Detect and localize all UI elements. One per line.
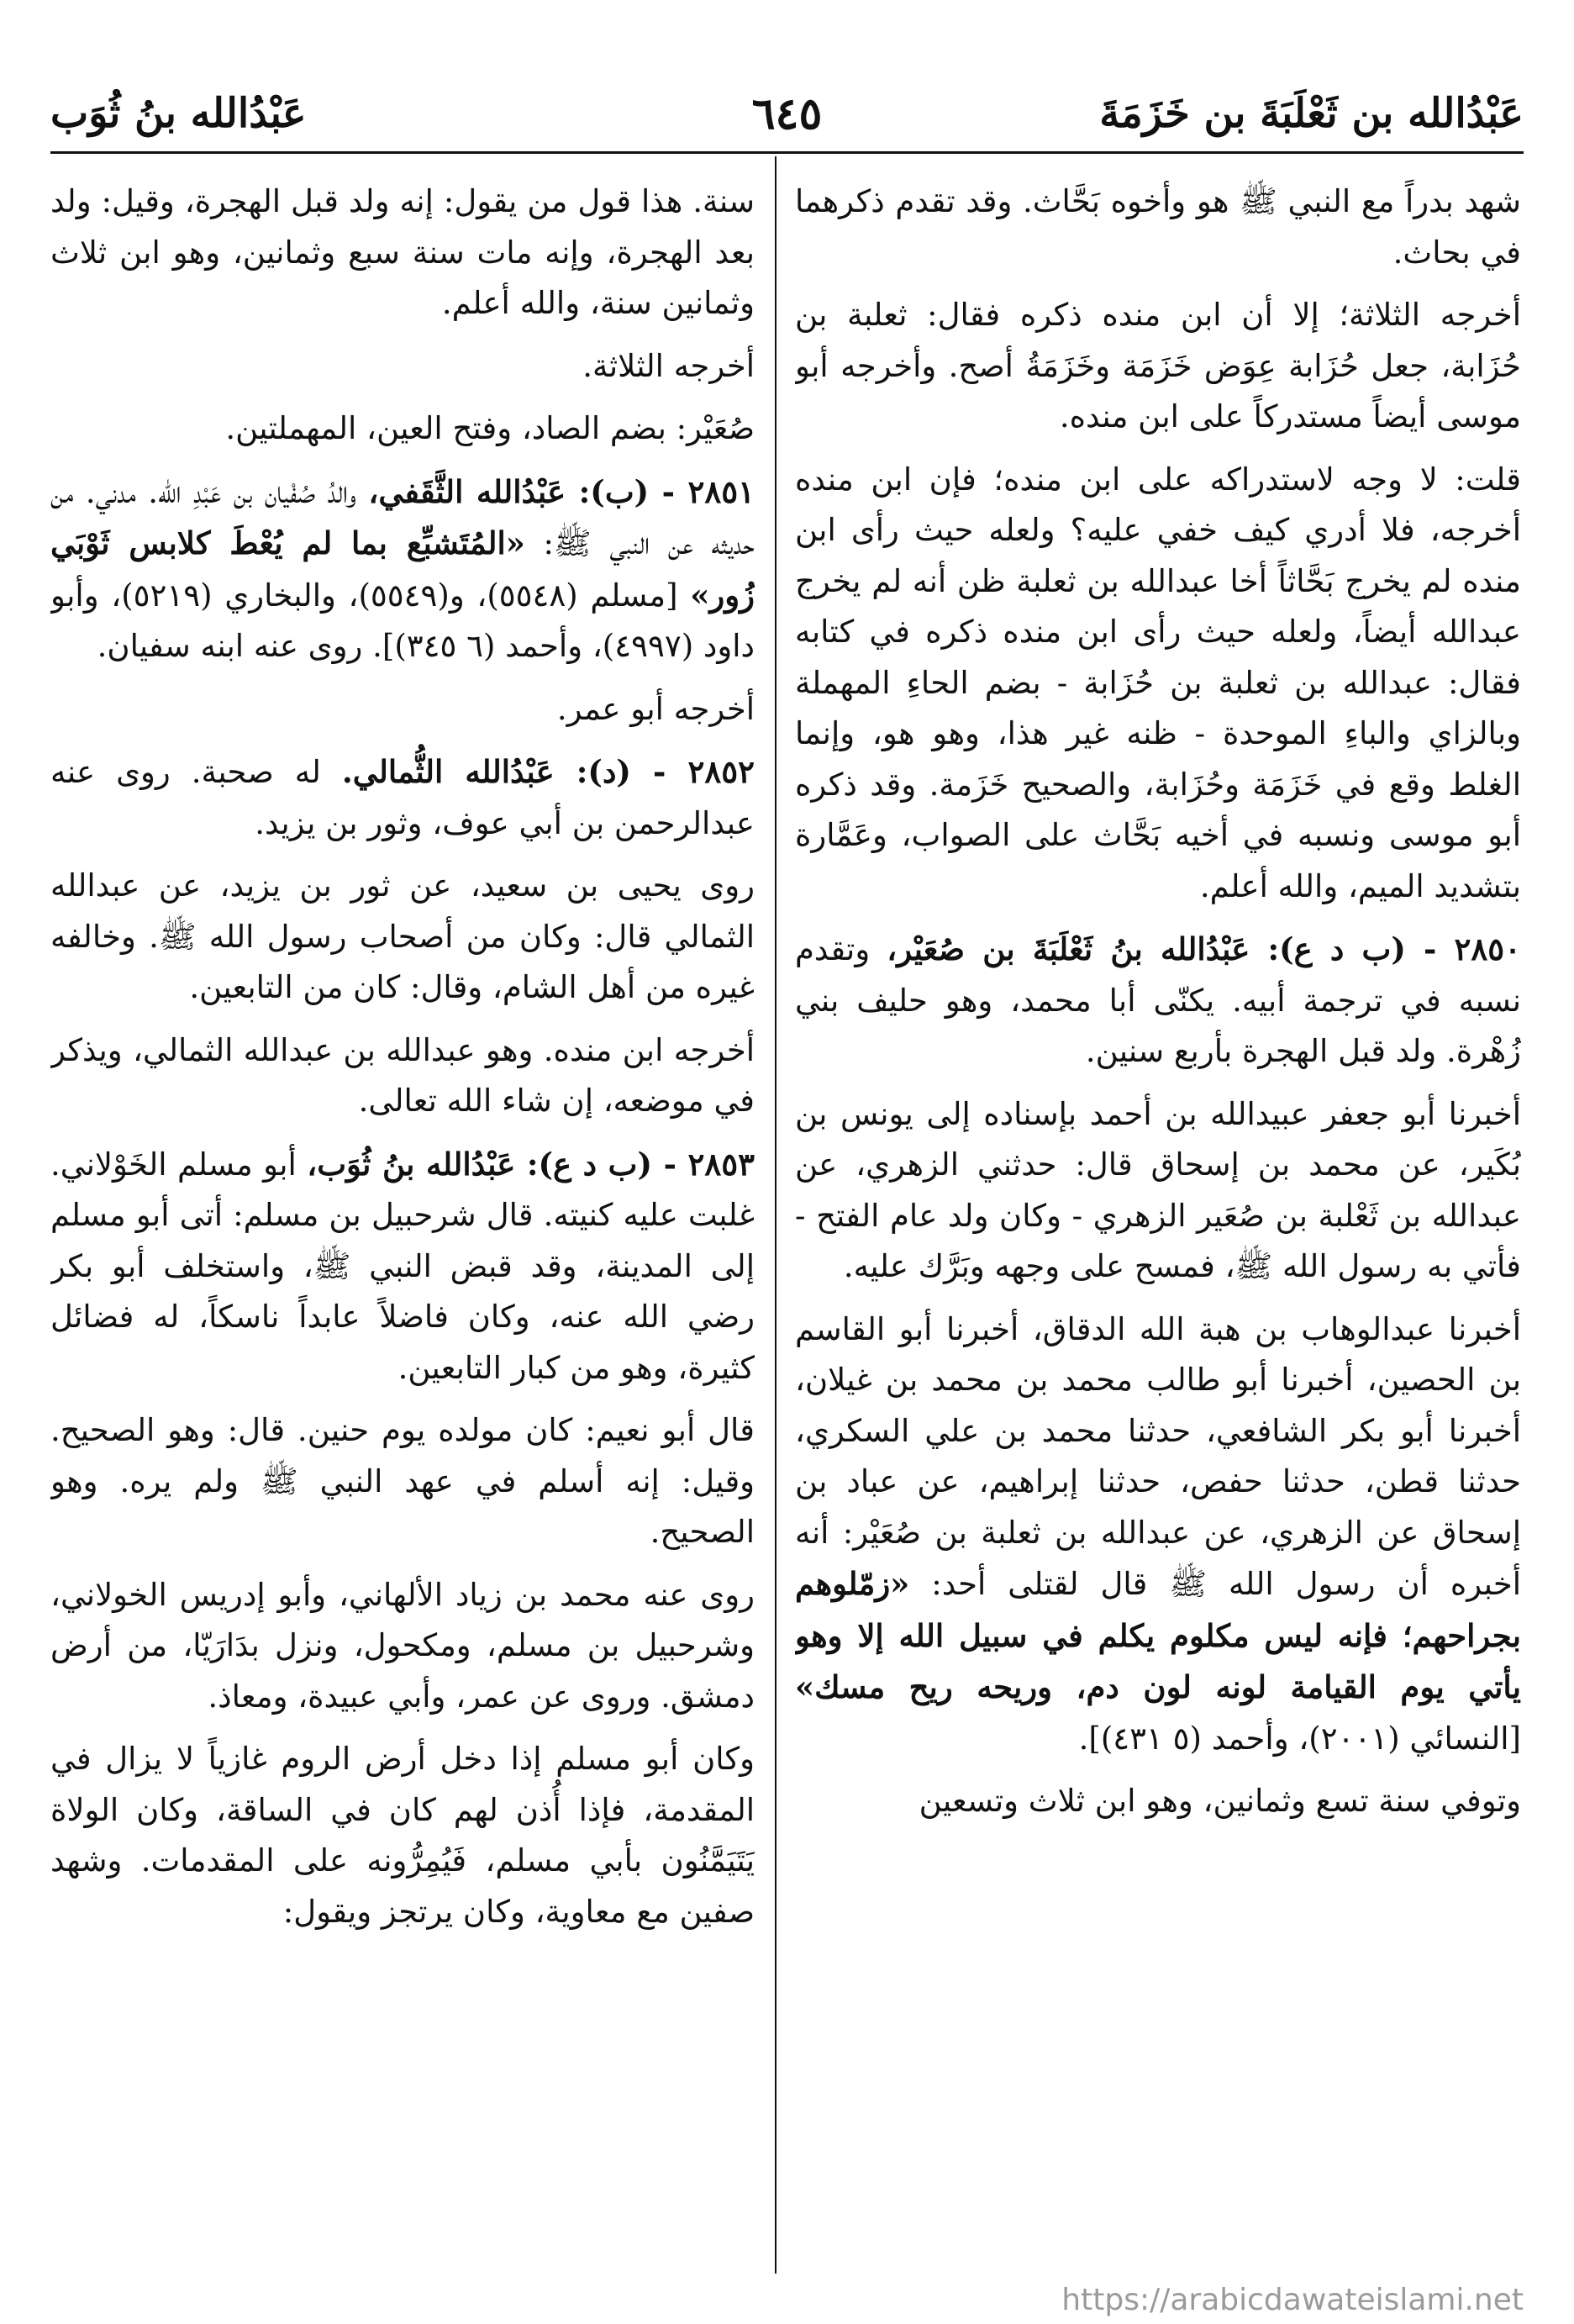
hadith-quote: «زمّلوهم بجراحهم؛ فإنه ليس مكلوم يكلم في سبيل الله إلا وهو يأتي يوم القيامة لونه لون دم، وريحه ريح مسك» bbox=[795, 1565, 1521, 1705]
paragraph: روى عنه محمد بن زياد الألهاني، وأبو إدريس الخولاني، وشرحبيل بن مسلم، ومكحول، ونزل بدَارَيّا، من أرض دمشق. وروى عن عمر، وأبي عبيدة، ومعاذ. bbox=[50, 1576, 755, 1715]
paragraph: روى يحيى بن سعيد، عن ثور بن يزيد، عن عبدالله الثمالي قال: وكان من أصحاب رسول الله ﷺ. وخالفه غيره من أهل الشام، وقال: كان من التابعين. bbox=[50, 867, 755, 1005]
citation: [مسلم (٥٥٤٨)، و(٥٥٤٩)، والبخاري (٥٢١٩)، وأبو داود (٤٩٩٧)، وأحمد (٦ ٣٤٥)]. روى عنه ابنه سفيان. bbox=[50, 577, 755, 664]
entry-2851 bbox=[50, 466, 755, 672]
paragraph: وكان أبو مسلم إذا دخل أرض الروم غازياً لا يزال في المقدمة، فإذا أُذن لهم كان في الساقة، وكان الولاة يَتَيَمَّنُون بأبي مسلم، فَيُمِرُّونه على المقدمات. وشهد صفين مع معاوية، وكان يرتجز ويقول: bbox=[50, 1741, 755, 1930]
paragraph: قال أبو نعيم: كان مولده يوم حنين. قال: وهو الصحيح. وقيل: إنه أسلم في عهد النبي ﷺ ولم يره. وهو الصحيح. bbox=[50, 1412, 755, 1550]
entry-2850 bbox=[795, 924, 1521, 1078]
paragraph: أخرجه الثلاثة؛ إلا أن ابن منده ذكره فقال: ثعلبة بن حُزَابة، جعل حُزَابة عِوَض خَزَمَة وخَزَمَةُ أصح. وأخرجه أبو موسى أيضاً مستدركاً على ابن منده. bbox=[795, 297, 1521, 435]
hadith-quote: «المُتَشبِّع بما لم يُعْطَ كلابس ثَوْبَي زُور» bbox=[50, 524, 755, 614]
entry-title: ٢٨٥٢ - (د): عَبْدُالله الثُّمالي. bbox=[341, 753, 755, 790]
entry-text: أبو مسلم الخَوْلاني. غلبت عليه كنيته. قال شرحبيل بن مسلم: أتى أبو مسلم إلى المدينة، وقد قبض النبي ﷺ، واستخلف أبو بكر رضي الله عنه، وكان فاضلاً عابداً ناسكاً، له فضائل كثيرة، وهو من كبار التابعين. bbox=[50, 1146, 755, 1386]
isnad-text: أخبرنا عبدالوهاب بن هبة الله الدقاق، أخبرنا أبو القاسم بن الحصين، أخبرنا أبو طالب محمد بن محمد بن غيلان، أخبرنا أبو بكر الشافعي، حدثنا محمد بن علي السكري، حدثنا قطن، حدثنا حفص، حدثنا إبراهيم، عن عباد بن إسحاق عن الزهري، عن عبدالله بن ثعلبة بن صُعَيْر: أنه أخبره أن رسول الله ﷺ قال لقتلى أحد: bbox=[795, 1310, 1521, 1602]
entry-title: ٢٨٥٣ - (ب د ع): عَبْدُالله بنُ ثُوَب، bbox=[307, 1145, 755, 1183]
paragraph: أخرجه ابن منده. وهو عبدالله بن عبدالله الثمالي، ويذكر في موضعه، إن شاء الله تعالى. bbox=[50, 1031, 755, 1119]
entry-text: له صحبة. روى عنه عبدالرحمن بن أبي عوف، وثور بن يزيد. bbox=[50, 754, 755, 841]
paragraph: أخرجه أبو عمر. bbox=[556, 690, 755, 727]
entry-title: ٢٨٥١ - (ب): عَبْدُالله الثَّقَفي، bbox=[368, 472, 755, 510]
left-column bbox=[50, 177, 755, 2253]
watermark-url: https://arabicdawateislami.net bbox=[1061, 2283, 1524, 2317]
paragraph: أخبرنا أبو جعفر عبيدالله بن أحمد بإسناده إلى يونس بن بُكَير، عن محمد بن إسحاق قال: حدثني الزهري، عن عبدالله بن ثَعْلبة بن صُعَير الزهري - وكان ولد عام الفتح - فأتي به رسول الله ﷺ، فمسح على وجهه وبَرَّك عليه. bbox=[795, 1095, 1521, 1284]
paragraph: شهد بدراً مع النبي ﷺ هو وأخوه بَحَّاث. وقد تقدم ذكرهما في بحاث. bbox=[795, 183, 1521, 271]
paragraph: صُعَيْر: بضم الصاد، وفتح العين، المهملتين. bbox=[225, 410, 755, 446]
entry-2852 bbox=[50, 746, 755, 849]
paragraph: أخرجه الثلاثة. bbox=[582, 347, 755, 384]
entry-title: ٢٨٥٠ - (ب د ع): عَبْدُالله بنُ ثَعْلَبَةَ بن صُعَيْر، bbox=[887, 930, 1521, 967]
header-rule bbox=[50, 151, 1524, 154]
page-number: ٦٤٥ bbox=[751, 87, 823, 140]
hadith-paragraph bbox=[795, 1304, 1521, 1765]
entry-2853 bbox=[50, 1139, 755, 1394]
citation: [النسائي (٢٠٠١)، وأحمد (٥ ٤٣١)]. bbox=[1078, 1720, 1521, 1757]
paragraph: سنة. هذا قول من يقول: إنه ولد قبل الهجرة، وقيل: ولد بعد الهجرة، وإنه مات سنة سبع وثمانين، وهو ابن ثلاث وثمانين سنة، والله أعلم. bbox=[50, 183, 755, 321]
column-divider bbox=[775, 156, 776, 2274]
running-title-right: عَبْدُالله بن ثَعْلَبَةَ بن خَزَمَةَ bbox=[1099, 90, 1524, 137]
paragraph: قلت: لا وجه لاستدراكه على ابن منده؛ فإن ابن منده أخرجه، فلا أدري كيف خفي عليه؟ ولعله حيث رأى ابن منده لم يخرج بَحَّاثاً أخا عبدالله بن ثعلبة ظن أنه لم يخرج عبدالله أيضاً، ولعله حيث رأى ابن منده ذكره في كتابه فقال: عبدالله بن ثعلبة بن حُزَابة - بضم الحاءِ المهملة وبالزاي والباءِ الموحدة - ظنه غير هذا، وهو هو، وإنما الغلط وقع في خَزَمَة وحُزَابة، والصحيح خَزَمة. وقد ذكره أبو موسى ونسبه في أخيه بَحَّاث على الصواب، وعَمَّارة بتشديد الميم، والله أعلم. bbox=[795, 461, 1521, 904]
page-header bbox=[50, 76, 1524, 151]
paragraph: وتوفي سنة تسع وثمانين، وهو ابن ثلاث وتسعين bbox=[919, 1783, 1521, 1819]
right-column bbox=[795, 177, 1521, 2253]
entry-text: والدُ صُفْيان بن عَبْدِ الله. مدني. من حديثه عن النبي ﷺ: bbox=[50, 473, 755, 561]
running-title-left: عَبْدُالله بنُ ثُوَب bbox=[50, 90, 307, 137]
entry-text: وتقدم نسبه في ترجمة أبيه. يكنّى أبا محمد، وهو حليف بني زُهْرة. ولد قبل الهجرة بأربع سنين. bbox=[795, 931, 1521, 1069]
